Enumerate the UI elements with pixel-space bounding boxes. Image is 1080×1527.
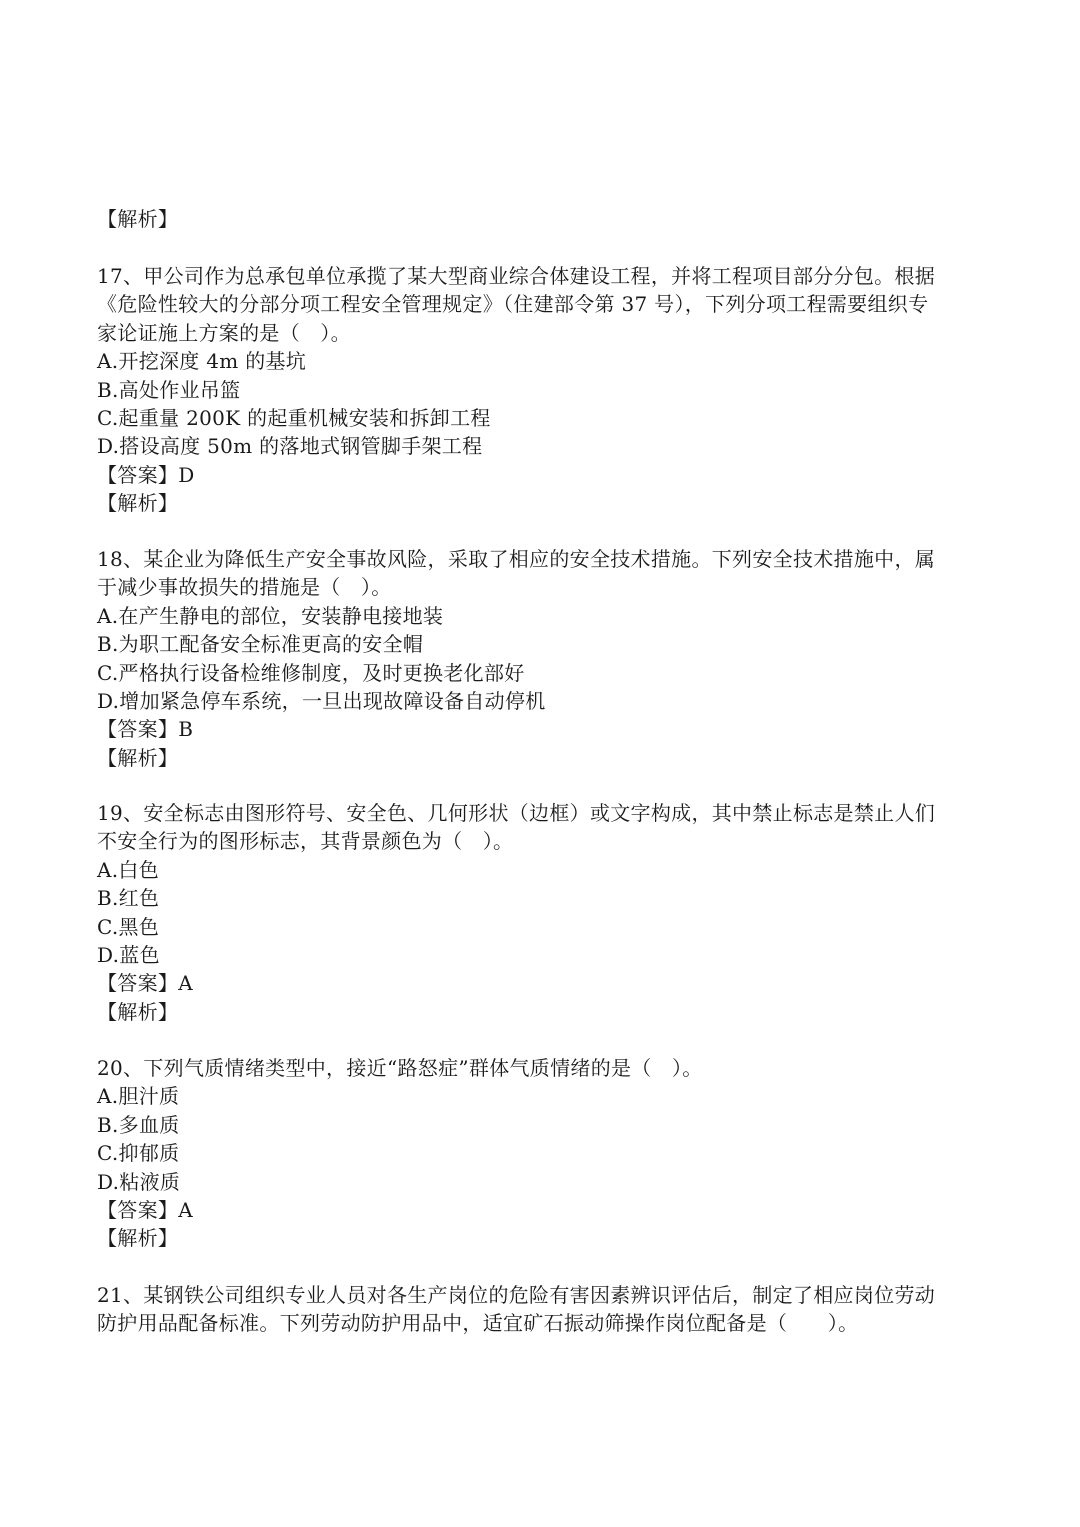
question-stem-line: 18、某企业为降低生产安全事故风险，采取了相应的安全技术措施。下列安全技术措施中，属 — [97, 547, 936, 571]
analysis-label: 【解析】 — [97, 491, 179, 516]
question-stem-line: 不安全行为的图形标志，其背景颜色为（ ）。 — [97, 829, 514, 854]
question-18 — [97, 545, 987, 772]
option-c: C.黑色 — [97, 914, 160, 939]
question-stem-line: 19、安全标志由图形符号、安全色、几何形状（边框）或文字构成，其中禁止标志是禁止人们 — [97, 801, 936, 825]
option-a: A.白色 — [97, 857, 160, 882]
option-b: B.高处作业吊篮 — [97, 377, 241, 402]
answer-label: 【答案】A — [97, 971, 193, 996]
option-d: D.粘液质 — [97, 1169, 181, 1194]
question-17 — [97, 262, 987, 518]
option-b: B.红色 — [97, 886, 160, 911]
answer-label: 【答案】B — [97, 717, 194, 742]
option-b: B.多血质 — [97, 1112, 180, 1137]
analysis-label: 【解析】 — [97, 207, 179, 231]
question-stem-line: 于减少事故损失的措施是（ ）。 — [97, 575, 392, 600]
option-a: A.在产生静电的部位，安装静电接地装 — [97, 603, 444, 628]
question-stem-line: 防护用品配备标准。下列劳动防护用品中，适宜矿石振动筛操作岗位配备是（ ）。 — [97, 1311, 859, 1336]
answer-label: 【答案】A — [97, 1197, 193, 1222]
option-a: A.胆汁质 — [97, 1084, 180, 1109]
question-stem-line: 《危险性较大的分部分项工程安全管理规定》（住建部令第 37 号），下列分项工程需要组织专 — [97, 292, 929, 317]
answer-label: 【答案】D — [97, 462, 195, 487]
analysis-label: 【解析】 — [97, 999, 179, 1024]
option-b: B.为职工配备安全标准更高的安全帽 — [97, 632, 424, 657]
question-20 — [97, 1054, 987, 1253]
question-stem-line: 17、甲公司作为总承包单位承揽了某大型商业综合体建设工程，并将工程项目部分分包。根据 — [97, 264, 936, 288]
question-19 — [97, 799, 987, 1026]
question-stem-line: 家论证施上方案的是（ ）。 — [97, 320, 351, 345]
option-a: A.开挖深度 4m 的基坑 — [97, 349, 307, 374]
option-d: D.蓝色 — [97, 942, 160, 967]
option-d: D.增加紧急停车系统，一旦出现故障设备自动停机 — [97, 688, 546, 713]
option-d: D.搭设高度 50m 的落地式钢管脚手架工程 — [97, 434, 483, 459]
option-c: C.抑郁质 — [97, 1141, 180, 1166]
question-21 — [97, 1281, 987, 1338]
option-c: C.严格执行设备检维修制度，及时更换老化部好 — [97, 660, 525, 685]
question-stem-line: 21、某钢铁公司组织专业人员对各生产岗位的危险有害因素辨识评估后，制定了相应岗位劳动 — [97, 1283, 936, 1307]
analysis-label: 【解析】 — [97, 1226, 179, 1251]
question-stem-line: 20、下列气质情绪类型中，接近“路怒症”群体气质情绪的是（ ）。 — [97, 1056, 703, 1080]
option-c: C.起重量 200K 的起重机械安装和拆卸工程 — [97, 405, 491, 430]
analysis-label: 【解析】 — [97, 745, 179, 770]
